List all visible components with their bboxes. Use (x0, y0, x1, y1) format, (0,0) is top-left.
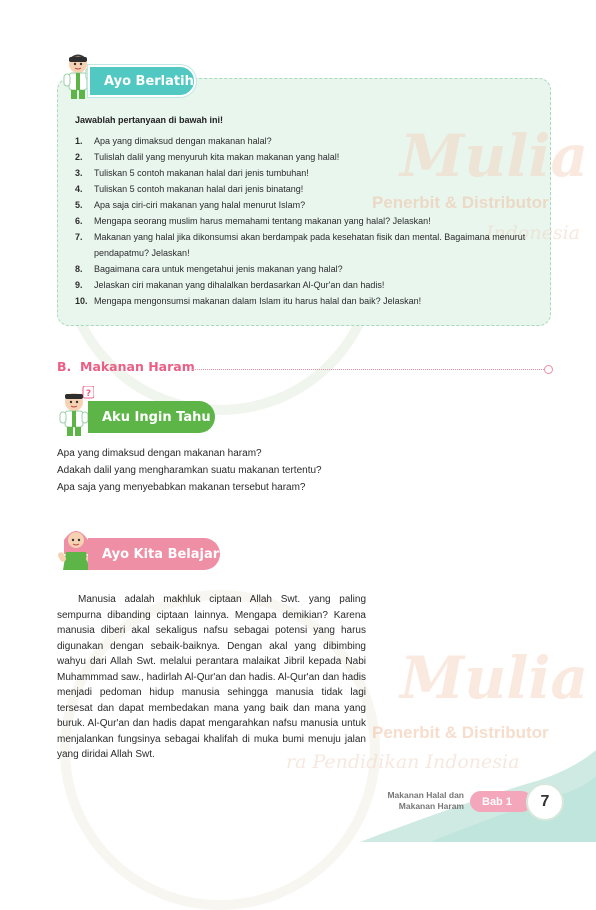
curious-question: Apa saja yang menyebabkan makanan tersebut haram? (57, 482, 306, 493)
question-number: 2. (75, 152, 83, 162)
question-number: 1. (75, 136, 83, 146)
footer-title-line: Makanan Halal dan (387, 790, 464, 800)
exercise-question (75, 213, 543, 229)
question-number: 10. (75, 296, 88, 306)
question-text: Tuliskan 5 contoh makanan halal dari jenis tumbuhan! (94, 168, 309, 178)
question-text: Mengapa mengonsumsi makanan dalam Islam itu harus halal dan baik? Jelaskan! (94, 296, 422, 306)
exercise-question (75, 133, 543, 149)
question-number: 9. (75, 280, 83, 290)
ayo-kita-belajar-badge (88, 538, 220, 570)
question-text: Mengapa seorang muslim harus memahami tentang makanan yang halal? Jelaskan! (94, 216, 431, 226)
exercise-question-list (75, 133, 543, 309)
question-text: Bagaimana cara untuk mengetahui jenis makanan yang halal? (94, 264, 343, 274)
aku-ingin-tahu-badge (88, 401, 215, 433)
ayo-berlatih-label: Ayo Berlatih (104, 73, 194, 89)
question-text: Makanan yang halal jika dikonsumsi akan berdampak pada kesehatan fisik dan mental. Bagaimana menurut pendapatmu? Jelaskan! (94, 232, 526, 258)
question-text: Jelaskan ciri makanan yang dihalalkan berdasarkan Al-Qur'an dan hadis! (94, 280, 385, 290)
curious-question: Adakah dalil yang mengharamkan suatu makanan tertentu? (57, 465, 322, 476)
exercise-instruction: Jawablah pertanyaan di bawah ini! (75, 115, 224, 125)
learn-paragraph: Manusia adalah makhluk ciptaan Allah Swt. yang paling sempurna dibanding ciptaan lainnya. Mengapa demikian? Karena manusia diberi akal sekaligus nafsu sebagai potensi yang harus digunakan dengan sebaik-baiknya. Dengan akal yang dibimbing wahyu dari Allah Swt. melalui perantara malaikat Jibril kepada Nabi Muhammmad saw., hadirlah Al-Qur'an dan hadis. Al-Qur'an dan hadis menjadi pedoman hidup manusia sehingga manusia tidak lagi tersesat dan dapat membedakan mana yang baik dan mana yang buruk. Al-Qur'an dan hadis dapat mengarahkan nafsu manusia untuk menjalankan fungsinya sebagai khalifah di muka bumi menuju jalan yang diridai Allah Swt. (57, 594, 366, 760)
question-text: Tulislah dalil yang menyuruh kita makan makanan yang halal! (94, 152, 340, 162)
footer-chapter-title (330, 790, 464, 812)
watermark-subtitle: Penerbit & Distributor (372, 193, 549, 212)
question-mark: ? (85, 389, 92, 399)
section-letter: B. (57, 359, 72, 374)
exercise-question (75, 293, 543, 309)
question-number: 7. (75, 232, 83, 242)
exercise-question (75, 181, 543, 197)
question-text: Apa saja ciri-ciri makanan yang halal menurut Islam? (94, 200, 306, 210)
curious-question: Apa yang dimaksud dengan makanan haram? (57, 448, 262, 459)
ayo-berlatih-badge (88, 65, 196, 97)
footer-title-line: Makanan Haram (398, 801, 464, 811)
watermark-logo: Mulia (400, 122, 589, 190)
section-divider-end-dot (544, 365, 553, 374)
question-number: 6. (75, 216, 83, 226)
ayo-kita-belajar-label: Ayo Kita Belajar (102, 546, 220, 562)
exercise-question (75, 277, 543, 293)
question-number: 5. (75, 200, 83, 210)
watermark-tagline: ra Pendidikan Indonesia (286, 751, 520, 773)
exercise-question (75, 197, 543, 213)
aku-ingin-tahu-label: Aku Ingin Tahu (102, 409, 211, 425)
exercise-question (75, 261, 543, 277)
section-divider (192, 369, 546, 370)
question-number: 3. (75, 168, 83, 178)
watermark-tagline: Indonesia (486, 222, 580, 244)
exercise-question (75, 165, 543, 181)
exercise-question (75, 149, 543, 165)
exercise-question (75, 229, 543, 261)
section-title: Makanan Haram (80, 359, 195, 374)
chapter-badge: Bab 1 (470, 791, 532, 812)
question-text: Apa yang dimaksud dengan makanan halal? (94, 136, 272, 146)
watermark-subtitle: Penerbit & Distributor (372, 723, 549, 742)
section-heading (57, 359, 195, 374)
page-number: 7 (526, 783, 564, 821)
question-number: 4. (75, 184, 83, 194)
question-text: Tuliskan 5 contoh makanan halal dari jenis binatang! (94, 184, 304, 194)
question-number: 8. (75, 264, 83, 274)
watermark-logo: Mulia (400, 644, 589, 712)
